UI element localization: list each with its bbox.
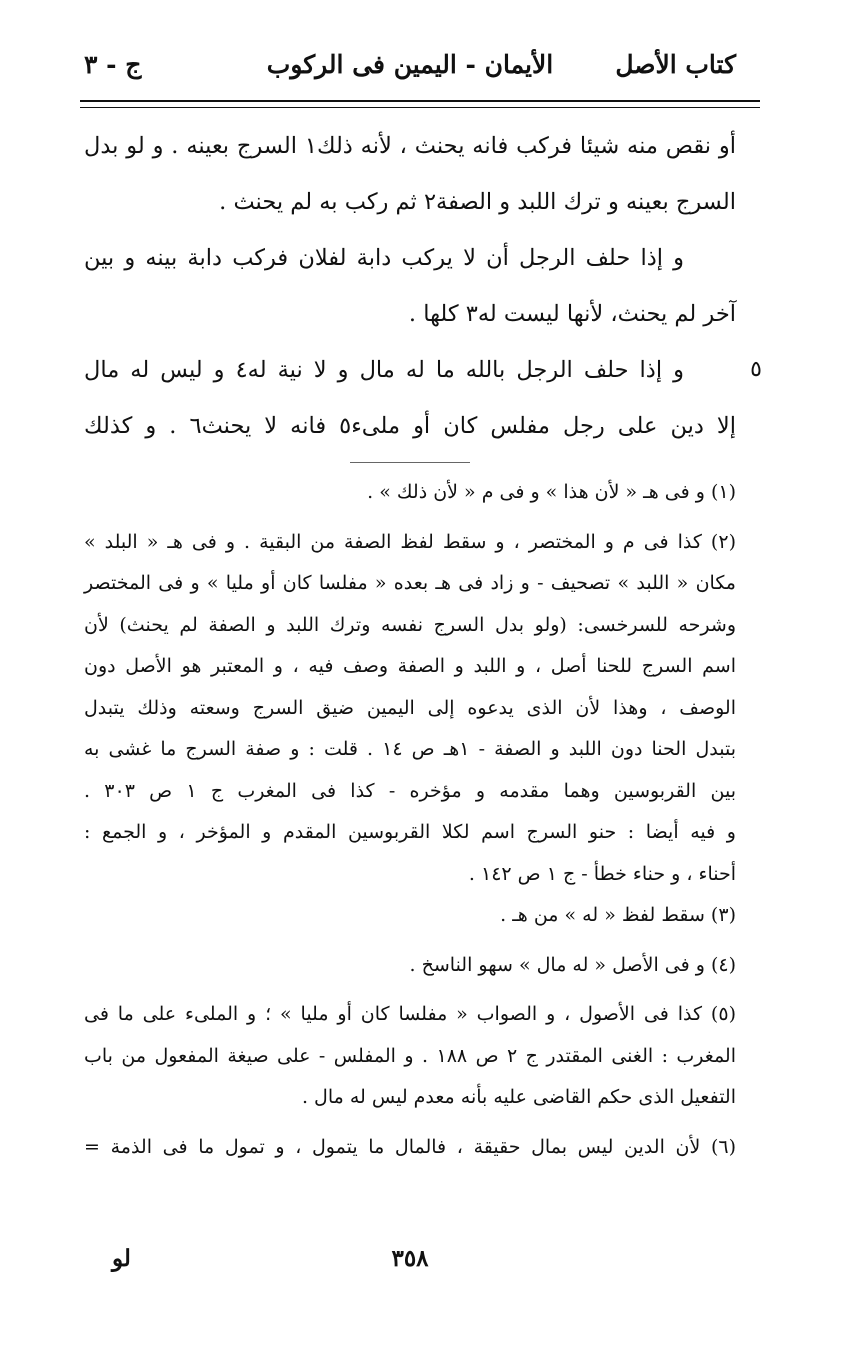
footnote-line: بين القربوسين وهما مقدمه و مؤخره - كذا فى المغرب ج ١ ص ٣٠٣ . [84, 779, 736, 802]
page-footer [84, 1245, 736, 1285]
footnote-line: المغرب : الغنى المقتدر ج ٢ ص ١٨٨ . و المفلس - على صيغة المفعول من باب [84, 1044, 736, 1067]
chapter-title: الأيمان - اليمين فى الركوب [266, 50, 554, 79]
header-rule-thick [80, 100, 760, 102]
text-line [84, 342, 762, 398]
text-line: إلا دين على رجل مفلس كان أو ملىء٥ فانه لا يحنث٦ . و كذلك [84, 413, 736, 439]
footnote-line: بتبدل الحنا دون اللبد و الصفة - ١هـ ص ١٤ . قلت : و صفة السرج ما غشى به [84, 738, 736, 760]
main-text [84, 118, 762, 469]
text-line: السرج بعينه و ترك اللبد و الصفة٢ ثم ركب به لم يحنث . [219, 189, 736, 215]
footnote-line: (٢) كذا فى م و المختصر ، و سقط لفظ الصفة من البقية . و فى هـ « البلد » [84, 530, 736, 553]
text-line: آخر لم يحنث، لأنها ليست له٣ كلها . [408, 301, 736, 327]
footnotes [84, 472, 736, 1168]
footnote-line: أحناء ، و حناء خطأ - ج ١ ص ١٤٢ . [468, 862, 736, 885]
volume-label: ج - ٣ [84, 50, 142, 79]
footnote-line: وشرحه للسرخسى: (ولو بدل السرج نفسه وترك اللبد و الصفة لم يحنث) لأن [84, 613, 736, 636]
text-line: و إذا حلف الرجل أن لا يركب دابة لفلان فركب دابة بينه و بين [84, 245, 684, 271]
running-header [84, 42, 736, 90]
footnote-line: (١) و فى هـ « لأن هذا » و فى م « لأن ذلك » . [367, 481, 736, 503]
footnote-line: (٦) لأن الدين ليس بمال حقيقة ، فالمال ما يتمول ، و تمول ما فى الذمة = [84, 1135, 736, 1158]
text-line-content: و إذا حلف الرجل بالله ما له مال و لا نية له٤ و ليس له مال [84, 357, 684, 383]
text-line: أو نقص منه شيئا فركب فانه يحنث ، لأنه ذلك١ السرج بعينه . و لو بدل [84, 133, 736, 159]
footnote-separator [350, 462, 470, 463]
header-rule-thin [80, 107, 760, 108]
footnote-line: اسم السرج للحنا أصل ، و اللبد و الصفة وصف فيه ، و المعتبر هو الأصل دون [84, 655, 736, 677]
footnote-line: (٤) و فى الأصل « له مال » سهو الناسخ . [409, 953, 736, 976]
footnote-line: الوصف ، وهذا لأن الذى يدعوه إلى اليمين ضيق السرج وسعته وذلك يتبدل [84, 696, 736, 719]
footnote-line: (٣) سقط لفظ « له » من هـ . [500, 904, 736, 926]
book-title: كتاب الأصل [615, 50, 736, 79]
footnote-line: التفعيل الذى حكم القاضى عليه بأنه معدم ليس له مال . [301, 1086, 736, 1108]
page-number: ٣٥٨ [391, 1245, 429, 1272]
footnote-line: مكان « اللبد » تصحيف - و زاد فى هـ بعده « مفلسا كان أو مليا » و فى المختصر [84, 572, 736, 594]
catchword: لو [112, 1245, 131, 1272]
paragraph-line-marker: ٥ [750, 357, 762, 382]
footnote-line: (٥) كذا فى الأصول ، و الصواب « مفلسا كان أو مليا » ؛ و الملىء على ما فى [84, 1003, 736, 1025]
footnote-line: و فيه أيضا : حنو السرج اسم لكلا القربوسين المقدم و المؤخر ، و الجمع : [84, 821, 736, 843]
